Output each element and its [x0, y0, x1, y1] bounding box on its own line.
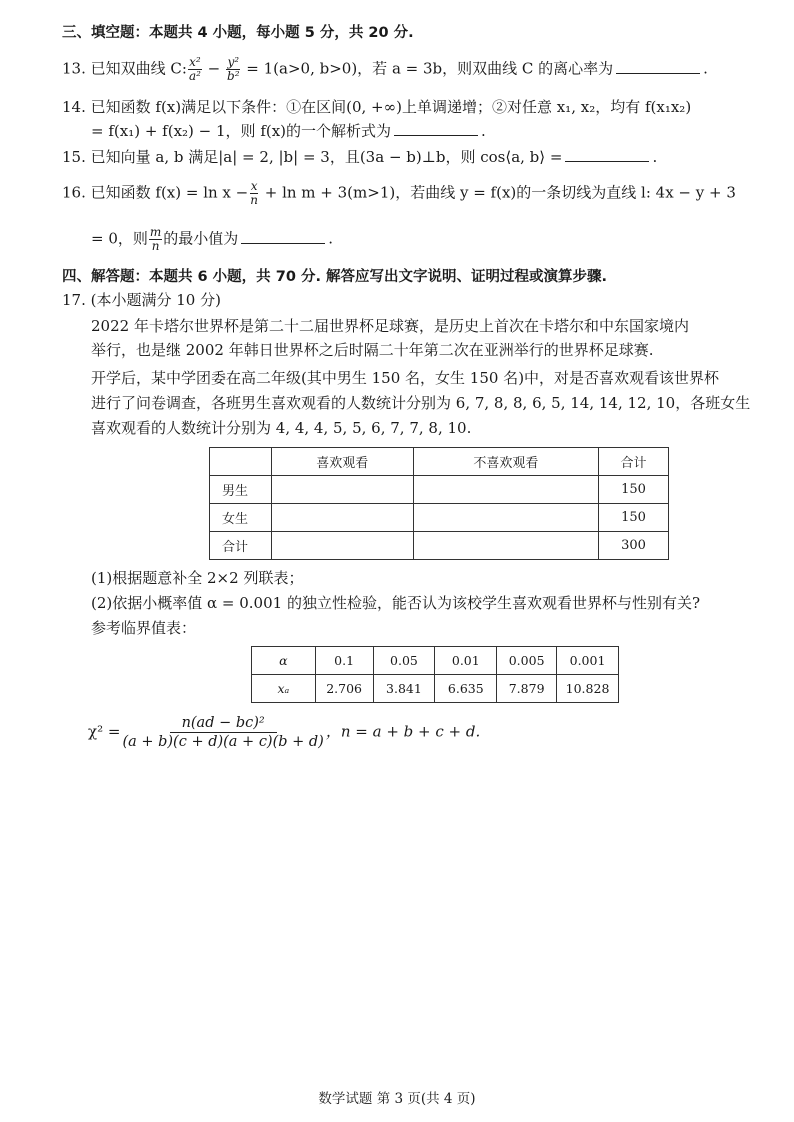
q16-text-pre: 16. 已知函数 f(x) = ln x − [62, 183, 249, 202]
q13-fraction-x-num: x² [189, 55, 201, 69]
contingency-header-row [210, 448, 669, 476]
q13-answer-blank[interactable] [616, 59, 700, 74]
question-16-line-2 [91, 226, 333, 253]
q17-sub-question-1: (1)根据题意补全 2×2 列联表； [91, 569, 304, 587]
q17-paragraph-5: 喜欢观看的人数统计分别为 4, 4, 4, 5, 5, 6, 7, 7, 8, 10. [91, 419, 472, 437]
q15-end: . [652, 148, 658, 166]
critical-cell: α [252, 647, 316, 675]
formula-numerator: n(ad − bc)² [170, 714, 277, 733]
critical-cell: 10.828 [557, 675, 619, 703]
critical-value-table [251, 646, 619, 703]
q13-text-pre: 13. 已知双曲线 C: [62, 59, 187, 78]
contingency-table [209, 447, 669, 560]
critical-cell: 3.841 [373, 675, 435, 703]
question-16-line-1 [62, 180, 736, 207]
q17-paragraph-3: 开学后，某中学团委在高二年级(其中男生 150 名，女生 150 名)中，对是否喜欢观看该世界杯 [91, 369, 720, 387]
table-row [252, 647, 619, 675]
formula-denominator: (a + b)(c + d)(a + c)(b + d) [122, 734, 324, 750]
q13-text-post: = 1(a>0, b>0)，若 a = 3b，则双曲线 C 的离心率为 [241, 59, 614, 78]
contingency-header-cell: 喜欢观看 [271, 448, 413, 476]
critical-cell: 0.05 [373, 647, 435, 675]
q16-fraction-num: x [250, 179, 258, 193]
section-heading-fill-in: 三、填空题：本题共 4 小题，每小题 5 分，共 20 分. [62, 25, 414, 41]
table-row [210, 504, 669, 532]
critical-cell: 0.001 [557, 647, 619, 675]
table-row [252, 675, 619, 703]
table-row [210, 476, 669, 504]
contingency-header-cell [210, 448, 272, 476]
q14-text: = f(x₁) + f(x₂) − 1，则 f(x)的一个解析式为 [91, 122, 392, 140]
critical-cell: 0.01 [435, 647, 497, 675]
q16-fraction2-num: m [149, 225, 162, 239]
critical-cell: 0.1 [315, 647, 373, 675]
table-row [210, 532, 669, 560]
question-17-title: 17. (本小题满分 10 分) [62, 291, 221, 309]
q13-fraction-x [188, 56, 202, 83]
row-label-male: 男生 [210, 476, 272, 504]
q13-fraction-y-den: b² [227, 69, 240, 83]
contingency-cell[interactable] [271, 532, 413, 560]
q16-fraction-mn [149, 226, 162, 253]
contingency-cell[interactable] [413, 504, 599, 532]
q13-minus: − [202, 59, 226, 78]
q15-text: 15. 已知向量 a, b 满足|a| = 2, |b| = 3，且(3a − b)⊥b，则 cos⟨a, b⟩ = [62, 148, 563, 166]
q16-fraction2-den: n [151, 239, 160, 253]
q16-line2-post: 的最小值为 [163, 229, 239, 248]
contingency-cell[interactable] [271, 476, 413, 504]
critical-cell: 6.635 [435, 675, 497, 703]
question-14-line-1: 14. 已知函数 f(x)满足以下条件：①在区间(0, +∞)上单调递增；②对任意 x₁, x₂，均有 f(x₁x₂) [62, 98, 692, 116]
question-15 [62, 146, 657, 168]
formula-lhs: χ² = [88, 722, 121, 741]
question-13 [62, 56, 708, 83]
q17-paragraph-2: 举行，也是继 2002 年韩日世界杯之后时隔二十年第二次在亚洲举行的世界杯足球赛. [91, 341, 654, 359]
q13-fraction-y-num: y² [227, 55, 240, 69]
critical-cell: 2.706 [315, 675, 373, 703]
q14-end: . [481, 122, 486, 140]
q15-answer-blank[interactable] [565, 147, 649, 162]
q16-answer-blank[interactable] [241, 229, 325, 244]
q16-fraction-den: n [250, 193, 258, 207]
row-label-female: 女生 [210, 504, 272, 532]
contingency-cell[interactable] [271, 504, 413, 532]
q13-fraction-x-den: a² [188, 69, 201, 83]
q13-end: . [703, 59, 708, 78]
contingency-cell: 150 [599, 504, 669, 532]
contingency-cell[interactable] [413, 532, 599, 560]
critical-cell: 0.005 [497, 647, 557, 675]
section-heading-solutions: 四、解答题：本题共 6 小题，共 70 分. 解答应写出文字说明、证明过程或演算步骤. [62, 269, 608, 285]
contingency-cell: 150 [599, 476, 669, 504]
contingency-cell[interactable] [413, 476, 599, 504]
critical-cell: xₐ [252, 675, 316, 703]
row-label-total: 合计 [210, 532, 272, 560]
q16-fraction-xn [249, 180, 259, 207]
question-14-line-2 [91, 120, 486, 142]
chi-square-formula [88, 714, 480, 751]
q17-paragraph-1: 2022 年卡塔尔世界杯是第二十二届世界杯足球赛，是历史上首次在卡塔尔和中东国家境内 [91, 317, 689, 335]
q16-end: . [328, 229, 334, 248]
contingency-header-cell: 不喜欢观看 [413, 448, 599, 476]
q17-paragraph-4: 进行了问卷调查，各班男生喜欢观看的人数统计分别为 6, 7, 8, 8, 6, 5, 14, 14, 12, 10，各班女生 [91, 394, 751, 412]
q17-reference-title: 参考临界值表： [91, 619, 197, 637]
q13-fraction-y [226, 56, 241, 83]
q14-answer-blank[interactable] [394, 121, 478, 136]
contingency-header-cell: 合计 [599, 448, 669, 476]
page-footer: 数学试题 第 3 页(共 4 页) [318, 1091, 476, 1107]
formula-fraction [121, 714, 324, 751]
q16-line2-pre: = 0，则 [91, 229, 148, 248]
q16-text-post: + ln m + 3(m>1)，若曲线 y = f(x)的一条切线为直线 l: 4x − y + 3 [259, 183, 736, 202]
critical-cell: 7.879 [497, 675, 557, 703]
formula-tail: ，n = a + b + c + d. [325, 722, 481, 741]
q17-sub-question-2: (2)依据小概率值 α = 0.001 的独立性检验，能否认为该校学生喜欢观看世界杯与性别有关? [91, 594, 701, 612]
contingency-cell: 300 [599, 532, 669, 560]
